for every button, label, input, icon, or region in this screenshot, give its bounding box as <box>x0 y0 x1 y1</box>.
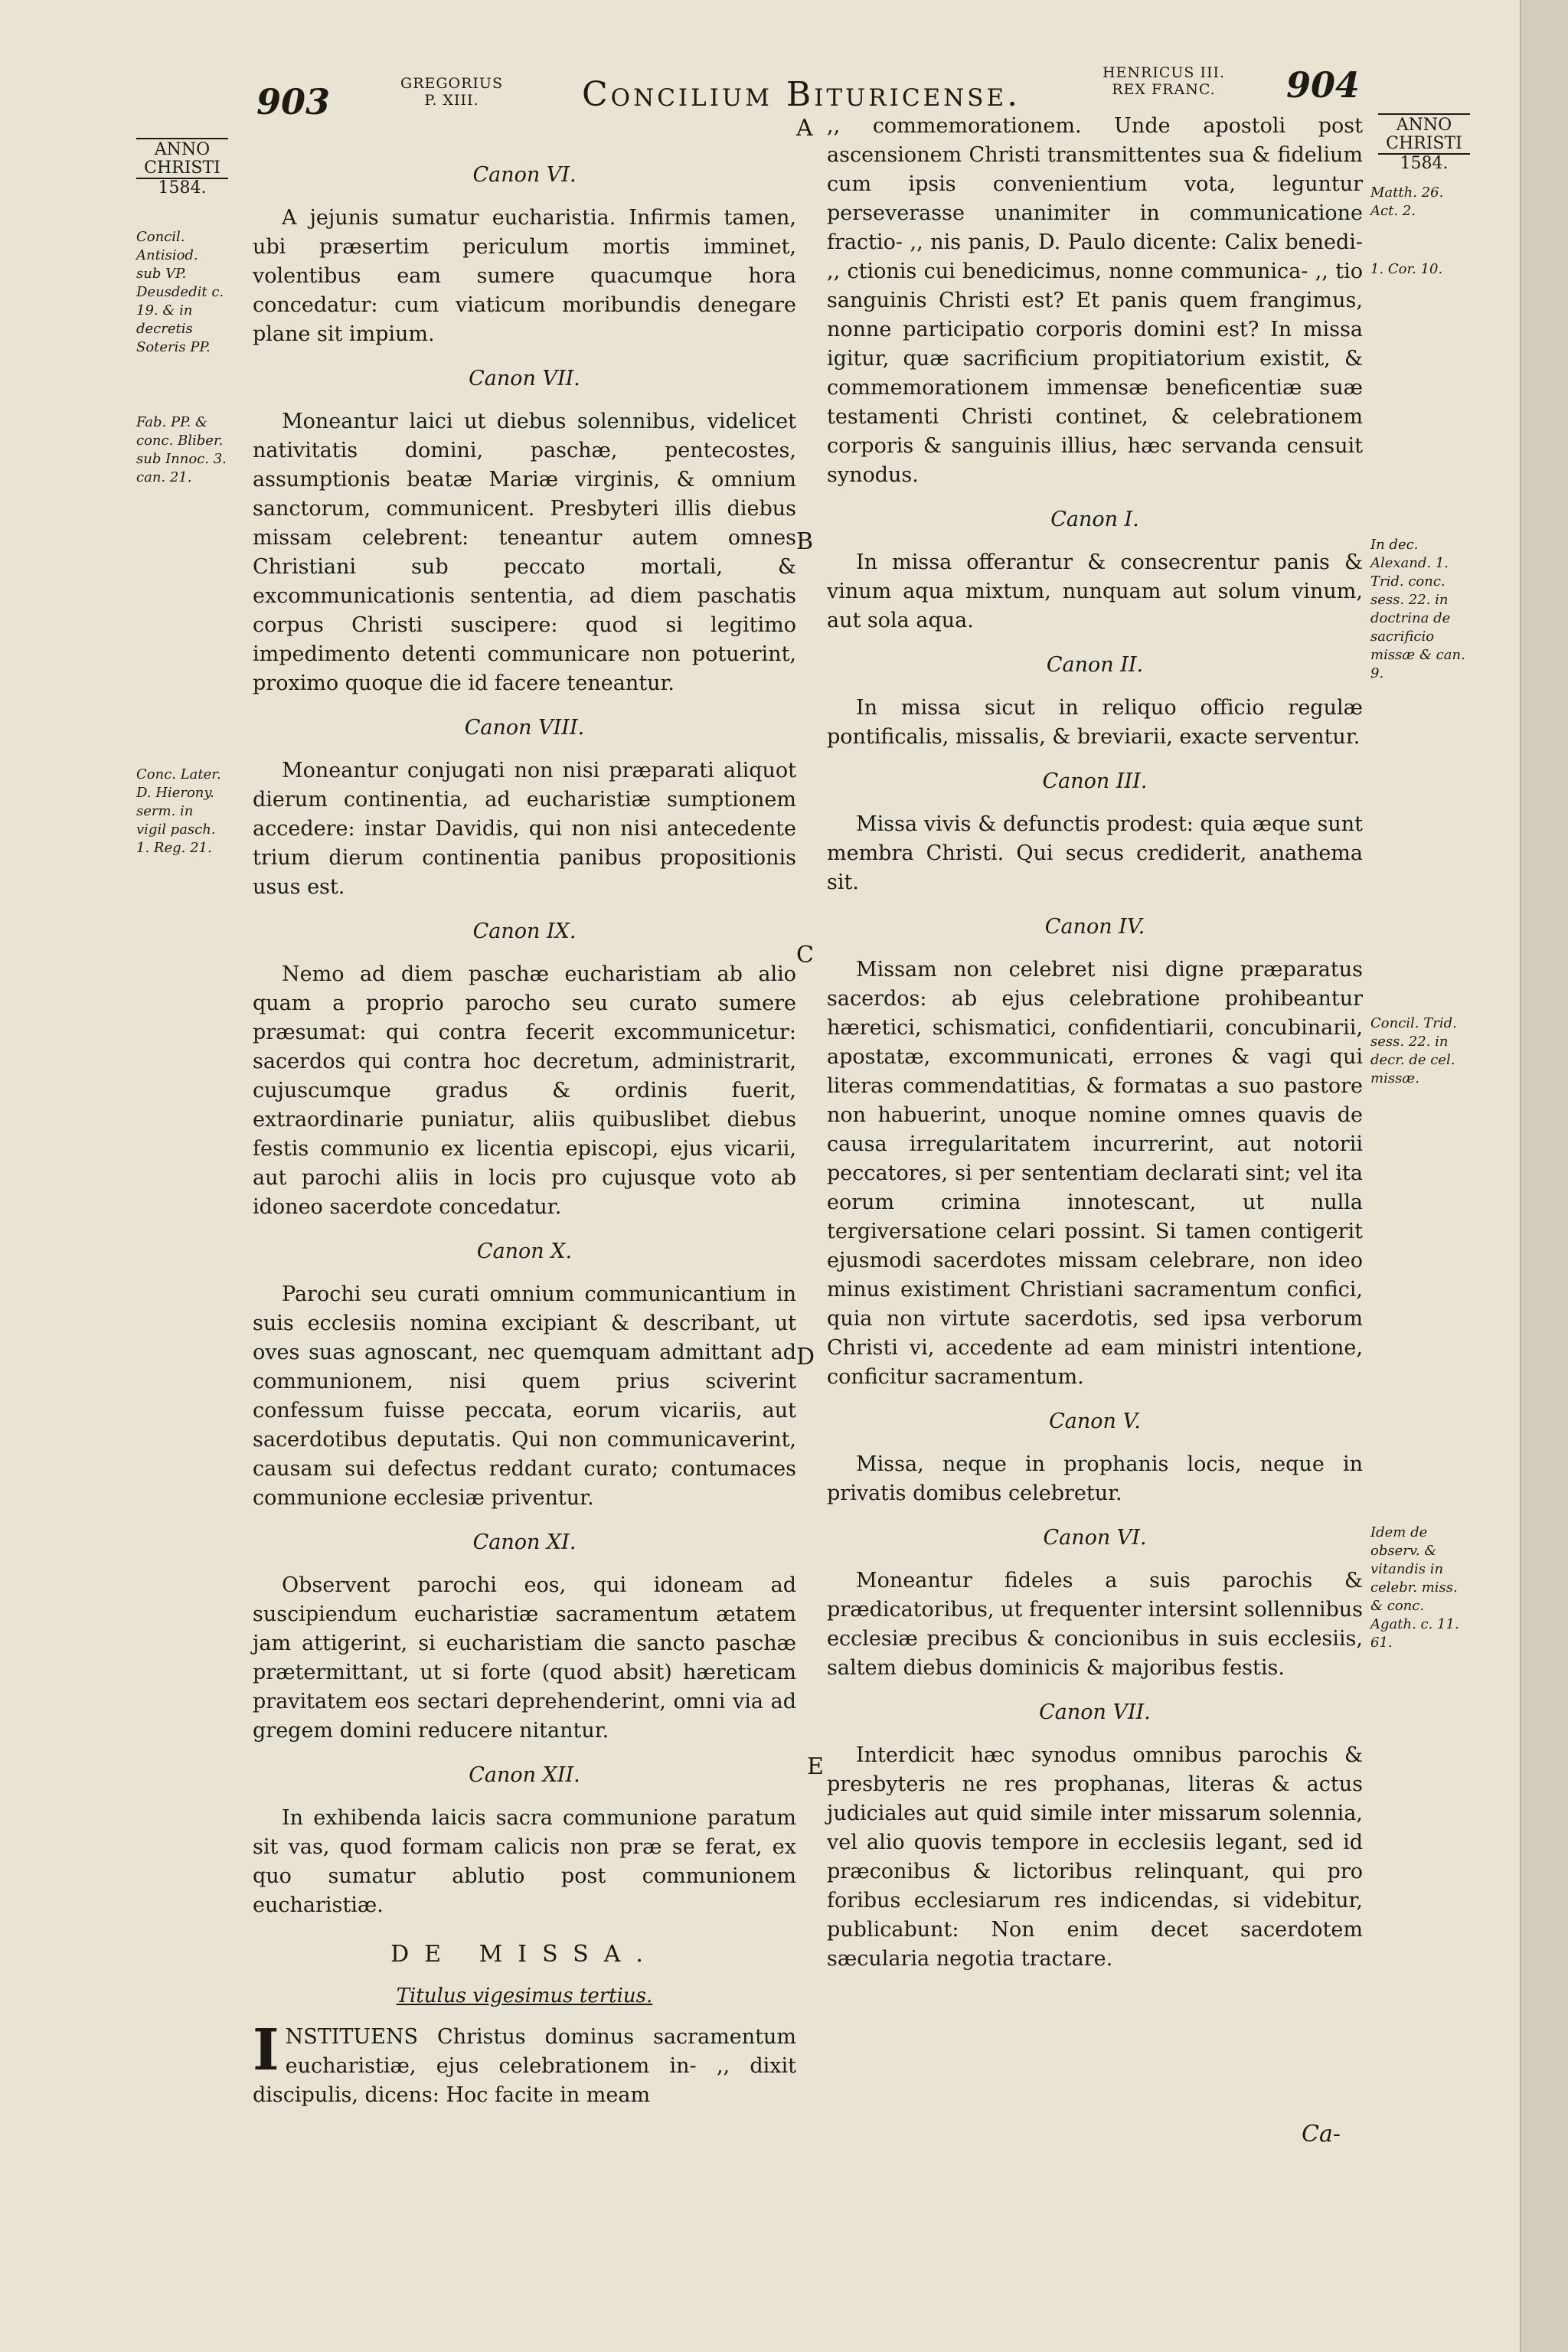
adjacent-page-edge <box>1520 0 1568 2352</box>
canon-text: Missa vivis & defunctis prodest: quia æque sunt membra Christi. Qui secus crediderit, anathema sit. <box>827 812 1363 894</box>
section-marker-c: C <box>796 942 814 969</box>
right-margin-note-1: Matth. 26. Act. 2. <box>1370 185 1444 219</box>
henricus-line2: REX FRANC. <box>1112 81 1216 98</box>
canon-text: Moneantur fideles a suis parochis & prædicatoribus, ut frequenter intersint sollennibus ecclesiæ precibus & concionibus in suis ecclesiis, saltem diebus dominicis & majoribus festis. <box>827 1569 1363 1680</box>
section-marker-a: A <box>796 115 813 142</box>
gregorius-label <box>387 75 517 109</box>
canon-text: In missa sicut in reliquo officio regulæ pontificalis, missalis, & breviarii, exacte serventur. <box>827 696 1363 749</box>
right-margin-note-5: Idem de observ. & vitandis in celebr. miss. & conc. Agath. c. 11. 61. <box>1370 1524 1459 1651</box>
anno-line1: ANNO <box>136 138 228 159</box>
catchword: Ca- <box>1302 2121 1341 2148</box>
left-margin-note-3: Conc. Later. D. Hierony. serm. in vigil pasch. 1. Reg. 21. <box>136 766 221 856</box>
canon-title: Canon V. <box>1049 1410 1141 1433</box>
right-page-number: 904 <box>1286 64 1361 106</box>
canon-title: Canon IV. <box>1044 915 1145 939</box>
anno-line1: ANNO <box>1378 113 1470 135</box>
canon-title: Canon VIII. <box>464 716 585 740</box>
canon-title: Canon VII. <box>469 367 580 390</box>
right-margin-note-4: Concil. Trid. sess. 22. in decr. de cel. missæ. <box>1370 1015 1457 1086</box>
canon-title: Canon VI. <box>1043 1526 1147 1550</box>
canon-title: Canon XII. <box>469 1763 580 1787</box>
canon-text: Nemo ad diem paschæ eucharistiam ab alio quam a proprio parocho seu curato sumere præsumat: qui contra fecerit excommunicetur: sacerdos qui contra hoc decretum, administrarit, cujuscumque gradus & ordinis fuerit, extraordinarie puniatur, aliis quibuslibet diebus festis communio ex licentia episcopi, ejus vicarii, aut parochi aliis in locis pro cujusque voto ab idoneo sacerdote concedatur. <box>253 962 796 1219</box>
page-title: Concilium Bituricense. <box>582 75 1021 114</box>
canon-title: Canon II. <box>1046 653 1144 677</box>
left-page-number: 903 <box>256 81 331 122</box>
anno-year: 1584. <box>158 178 207 198</box>
gregorius-line1: GREGORIUS <box>400 75 503 92</box>
anno-line2: CHRISTI <box>136 159 228 179</box>
intro-text: NSTITUENS Christus dominus sacramentum eucharistiæ, ejus celebrationem in- ,, dixit discipulis, dicens: Hoc facite in meam <box>253 2025 796 2107</box>
intro-continuation: ,, commemorationem. Unde apostoli post ascensionem Christi transmittentes sua & fidelium cum ipsis convenientium vota, leguntur perseverasse unanimiter in communicatione fractio- ,, nis panis, D. Paulo dicente: Calix benedi- ,, ctionis cui benedicimus, nonne communica- ,, tio sanguinis Christi est? Et panis quem frangimus, nonne participatio corporis domini est? In missa igitur, quæ sacrificium propitiatorium existit, & commemorationem immensæ beneficentiæ suæ testamenti Christi continet, & celebrationem corporis & sanguinis illius, hæc servanda censuit synodus. <box>827 114 1363 487</box>
canon-text: Moneantur conjugati non nisi præparati aliquot dierum continentia, ad eucharistiæ sumptionem accedere: instar Davidis, qui non nisi antecedente trium dierum continentia panibus propositionis usus est. <box>253 759 796 899</box>
canon-title: Canon XI. <box>472 1530 577 1554</box>
section-marker-d: D <box>796 1344 815 1370</box>
canon-title: Canon IX. <box>472 920 577 943</box>
anno-year: 1584. <box>1400 154 1449 173</box>
canon-title: Canon VI. <box>472 163 577 187</box>
section-subtitle: Titulus vigesimus tertius. <box>396 1984 653 2007</box>
right-margin-note-2: 1. Cor. 10. <box>1370 261 1443 277</box>
right-column <box>827 112 1363 1974</box>
henricus-line1: HENRICUS III. <box>1102 64 1226 81</box>
canon-text: Moneantur laici ut diebus solennibus, videlicet nativitatis domini, paschæ, pentecostes, assumptionis beatæ Mariæ virginis, & omnium sanctorum, communicent. Presbyteri illis diebus missam celebrent: teneantur autem omnes Christiani sub peccato mortali, & excommunicationis sententia, ad diem paschatis corpus Christi suscipere: quod si legitimo impedimento detenti communicare non potuerint, proximo quoque die id facere teneantur. <box>253 410 796 695</box>
canon-title: Canon X. <box>476 1240 573 1263</box>
canon-title: Canon I. <box>1050 508 1139 531</box>
canon-text: A jejunis sumatur eucharistia. Infirmis tamen, ubi præsertim periculum mortis imminet, volentibus eam sumere quacumque hora concedatur: cum viaticum moribundis denegare plane sit impium. <box>253 206 796 346</box>
left-column <box>253 145 796 2110</box>
canon-text: Missam non celebret nisi digne præparatus sacerdos: ab ejus celebratione prohibeantur hæretici, schismatici, confidentiarii, concubinarii, apostatæ, excommunicati, errones & vagi qui literas commendatitias, & formatas a suo pastore non habuerint, unoque nomine omnes quavis de causa irregularitatem incurrerint, aut notorii peccatores, si per sententiam declarati sint; vel ita eorum crimina innotescant, ut nulla tergiversatione celari possint. Si tamen contigerit ejusmodi sacerdotes missam celebrare, non ideo minus existiment Christiani sacramentum confici, quia non virtute sacerdotis, sed ipsa verborum Christi vi, accedente ad eam ministri intentione, conficitur sacramentum. <box>827 958 1363 1389</box>
canon-text: Parochi seu curati omnium communicantium in suis ecclesiis nomina excipiant & describant, ut oves suas agnoscant, nec quemquam admittant ad communionem, nisi quem prius sciverint confessum fuisse peccata, eorum vicariis, aut sacerdotibus deputatis. Qui non communicaverint, causam sui defectus reddant curato; contumaces communione ecclesiæ priventur. <box>253 1282 796 1510</box>
anno-christi-left <box>136 138 228 198</box>
canon-text: Missa, neque in prophanis locis, neque in privatis domibus celebretur. <box>827 1452 1363 1505</box>
anno-line2: CHRISTI <box>1378 135 1470 155</box>
canon-text: In exhibenda laicis sacra communione paratum sit vas, quod formam calicis non præ se ferat, ex quo sumatur ablutio post communionem eucharistiæ. <box>253 1806 796 1917</box>
right-margin-note-3: In dec. Alexand. 1. Trid. conc. sess. 22. in doctrina de sacrificio missæ & can. 9. <box>1370 537 1465 681</box>
gregorius-line2: P. XIII. <box>424 92 479 109</box>
canon-title: Canon III. <box>1042 769 1148 793</box>
intro-paragraph <box>253 2017 796 2110</box>
henricus-label <box>1099 64 1229 98</box>
section-marker-e: E <box>807 1753 824 1780</box>
canon-title: Canon VII. <box>1039 1700 1151 1724</box>
drop-cap: I <box>253 2017 279 2083</box>
left-margin-note-1: Concil. Antisiod. sub VP. Deusdedit c. 19. & in decretis Soteris PP. <box>136 229 224 355</box>
anno-christi-right <box>1378 113 1470 173</box>
section-title: DE MISSA. <box>390 1941 658 1968</box>
left-margin-note-2: Fab. PP. & conc. Bliber. sub Innoc. 3. can. 21. <box>136 414 227 485</box>
canon-text: In missa offerantur & consecrentur panis & vinum aqua mixtum, nunquam aut solum vinum, aut sola aqua. <box>827 550 1363 632</box>
canon-text: Observent parochi eos, qui idoneam ad suscipiendum eucharistiæ sacramentum ætatem jam attigerint, si eucharistiam die sancto paschæ prætermittant, ut si forte (quod absit) hæreticam pravitatem eos sectari deprehenderint, omni via ad gregem domini reducere nitantur. <box>253 1573 796 1743</box>
section-marker-b: B <box>796 528 814 555</box>
canon-text: Interdicit hæc synodus omnibus parochis & presbyteris ne res prophanas, literas & actus judiciales aut quid simile inter missarum solennia, vel alio quovis tempore in ecclesiis legant, sed id præconibus & lictoribus relinquant, qui pro foribus ecclesiarum res indicendas, si videbitur, publicabunt: Non enim decet sacerdotem sæcularia negotia tractare. <box>827 1743 1363 1971</box>
